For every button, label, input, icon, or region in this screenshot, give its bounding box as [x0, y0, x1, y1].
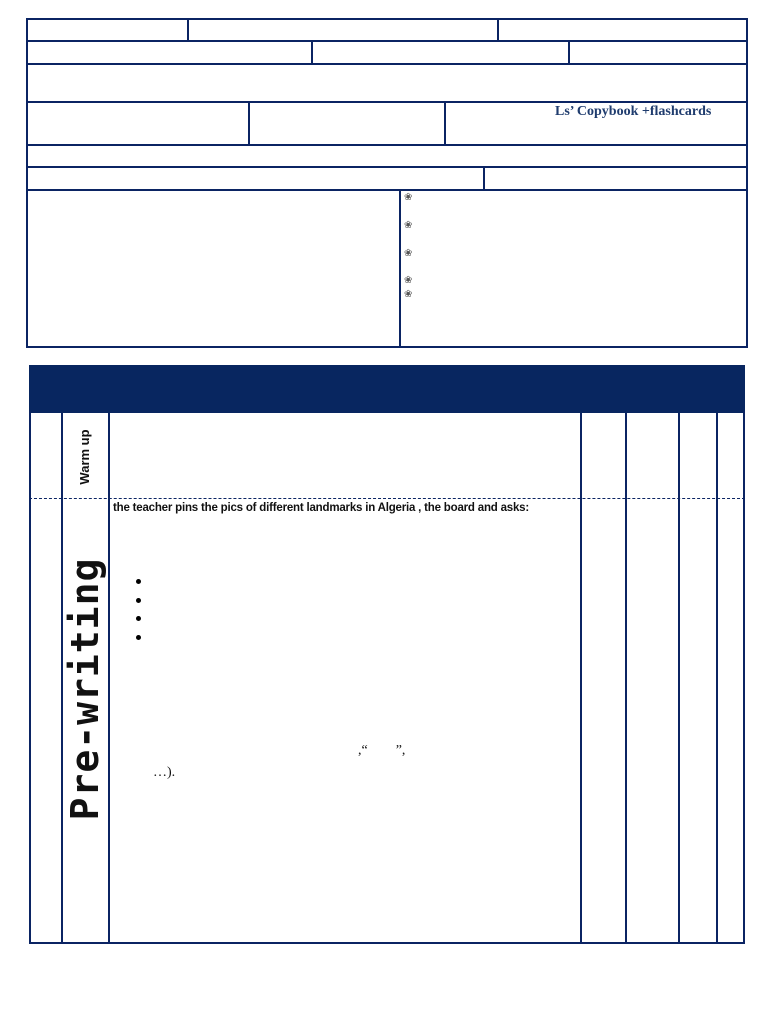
header-divider: [497, 18, 499, 42]
question-bullet: [136, 616, 141, 621]
header-row-6: [26, 166, 748, 191]
header-row-3: [26, 63, 748, 103]
header-divider: [187, 18, 189, 42]
header-row-2: [26, 40, 748, 65]
procedure-table: [29, 365, 745, 944]
objective-bullet-icon: ❀: [404, 248, 413, 259]
header-divider: [248, 101, 250, 146]
stage-separator: [29, 498, 745, 499]
pre-writing-label: Pre-writing: [63, 557, 107, 821]
column-divider: [625, 413, 627, 944]
header-divider: [311, 40, 313, 65]
header-divider: [483, 166, 485, 191]
procedure-header-bar: [29, 365, 745, 413]
objectives-divider: [399, 189, 401, 348]
header-divider: [568, 40, 570, 65]
question-bullet: [136, 635, 141, 640]
objective-bullet-icon: ❀: [404, 275, 413, 286]
resources-text: Ls’ Copybook +flashcards: [555, 104, 712, 119]
question-bullet: [136, 579, 141, 584]
objective-bullet-icon: ❀: [404, 192, 413, 203]
procedure-body: [29, 411, 745, 944]
column-divider: [108, 413, 110, 944]
header-row-5: [26, 144, 748, 168]
column-divider: [678, 413, 680, 944]
column-divider: [716, 413, 718, 944]
question-bullet: [136, 598, 141, 603]
header-divider: [444, 101, 446, 146]
objective-bullet-icon: ❀: [404, 220, 413, 231]
ellipsis-fragment: …).: [153, 765, 176, 780]
header-row-1: [26, 18, 748, 42]
prewriting-instruction: the teacher pins the pics of different landmarks in Algeria , the board and asks:: [113, 502, 530, 514]
quote-fragment: ,“ ”,: [358, 743, 406, 758]
column-divider: [580, 413, 582, 944]
lesson-header-table: [26, 18, 748, 348]
objective-bullet-icon: ❀: [404, 289, 413, 300]
objectives-row: [26, 189, 748, 348]
warm-up-label: Warm up: [77, 429, 92, 485]
